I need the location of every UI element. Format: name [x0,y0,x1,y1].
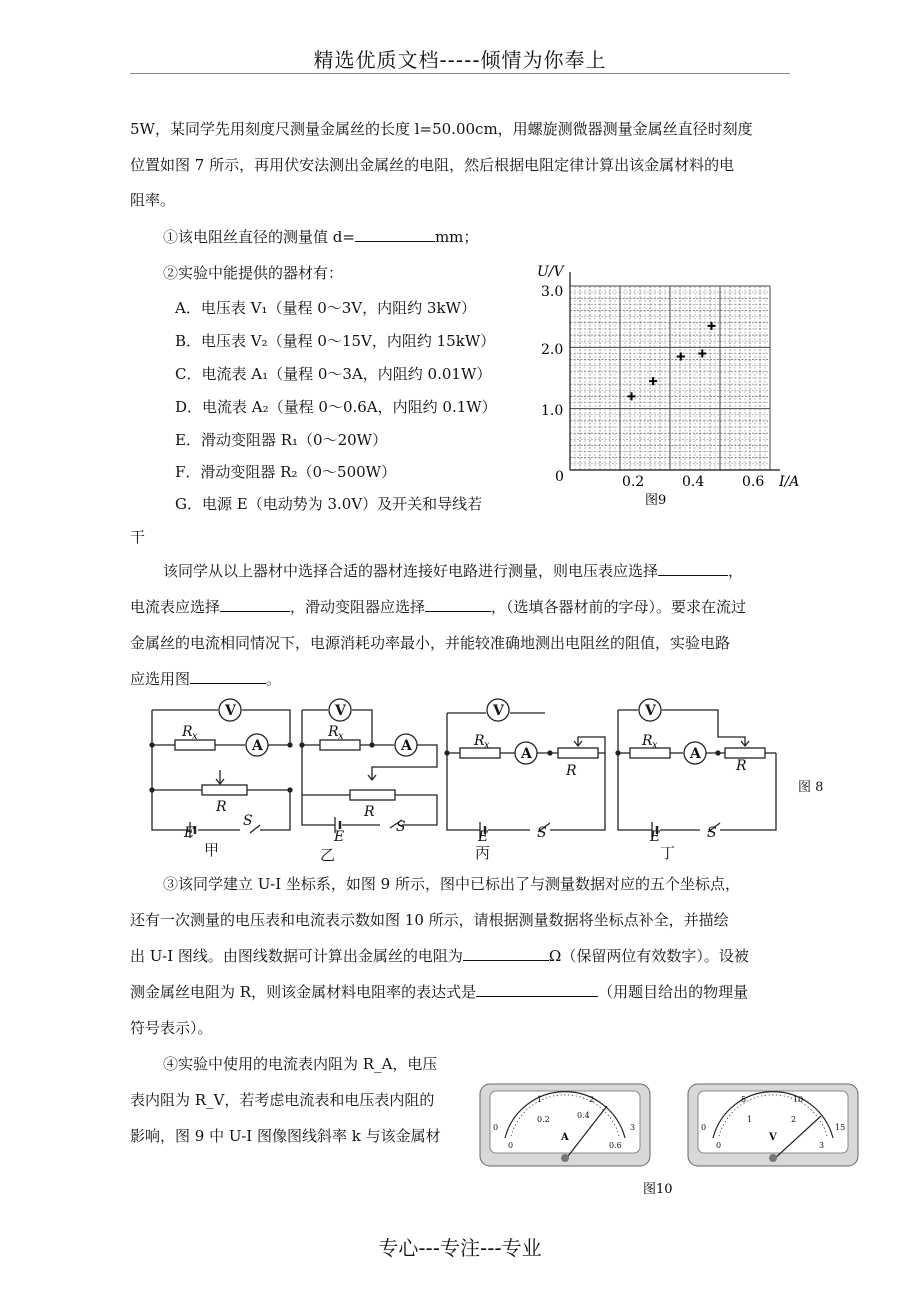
ammeter-outer-2: 2 [589,1095,595,1104]
q2-text-4a: 应选用图 [130,670,191,688]
ding-r-label: R [736,758,747,774]
voltmeter-outer-15: 15 [835,1123,846,1132]
voltmeter-dial [688,1084,858,1166]
circuit-label-yi: 乙 [320,846,336,864]
voltmeter-inner-3: 3 [819,1141,825,1150]
equipment-g-cont: 干 [130,528,146,546]
q2-text-1b: ， [728,562,744,580]
q2-text-1a: 该同学从以上器材中选择合适的器材连接好电路进行测量，则电压表应选择 [163,562,659,580]
figure-10-meters [475,1078,865,1202]
q2-line-3: 金属丝的电流相同情况下，电源消耗功率最小，并能较准确地测出电阻丝的阻值，实验电路 [130,634,731,652]
answer-blank-circuit[interactable] [190,669,266,684]
x-tick-04: 0.4 [682,474,705,490]
q1-prefix: ①该电阻丝直径的测量值 d= [163,228,355,246]
ammeter-dial [480,1084,650,1166]
q3-text-4b: （用题目给出的物理量 [598,983,749,1001]
q2-text-2a: 电流表应选择 [130,598,221,616]
bing-s-label: S [537,825,547,841]
intro-line-3: 阻率。 [130,191,176,209]
y-axis-label: U/V [537,264,564,280]
q3-line-2: 还有一次测量的电压表和电流表示数如图 10 所示，请根据测量数据将坐标点补全，并描绘 [130,911,729,929]
voltmeter-outer-5: 5 [741,1095,747,1104]
jia-ammeter-label: A [252,738,263,754]
question-1 [163,227,478,247]
voltmeter-inner-0: 0 [716,1141,722,1150]
answer-blank-ammeter[interactable] [220,597,290,612]
equipment-e: E．滑动变阻器 R₁（0～20W） [175,431,388,449]
q2-text-2c: ，（选填各器材前的字母）。要求在流过 [491,598,747,616]
voltmeter-outer-10: 10 [793,1095,804,1104]
yi-e-label: E [334,829,345,845]
figure-10-caption: 图10 [643,1182,673,1197]
ammeter-inner-02: 0.2 [537,1115,550,1124]
ammeter-symbol: A [561,1132,569,1143]
ammeter-outer-3: 3 [630,1123,636,1132]
equipment-c: C．电流表 A₁（量程 0～3A，内阻约 0.01W） [175,365,492,383]
equipment-d: D．电流表 A₂（量程 0～0.6A，内阻约 0.1W） [175,398,497,416]
yi-s-label: S [396,819,406,835]
circuit-ding [616,699,776,838]
page-header: 精选优质文档-----倾情为你奉上 [313,48,607,72]
q4-line-2: 表内阻为 R_V，若考虑电流表和电压表内阻的 [130,1091,435,1109]
yi-ammeter-label: A [401,738,412,754]
answer-blank-resistivity[interactable] [476,982,598,997]
bing-e-label: E [478,829,489,845]
ding-voltmeter-label: V [645,703,656,719]
ammeter-outer-0: 0 [493,1123,499,1132]
q2-line-4 [130,669,281,689]
chart-grid [570,272,780,470]
jia-rx-sub: x [192,731,198,742]
q3-line-4 [130,982,748,1002]
ammeter-inner-0: 0 [508,1141,514,1150]
page-footer: 专心---专注---专业 [378,1236,542,1260]
bing-rx-sub: x [484,740,490,751]
x-tick-06: 0.6 [742,474,765,490]
q3-line-5: 符号表示）。 [130,1019,213,1037]
voltmeter-inner-1: 1 [747,1115,753,1124]
x-tick-02: 0.2 [622,474,645,490]
origin-label: 0 [555,469,564,485]
chart-points [628,322,716,401]
circuit-label-jia: 甲 [204,841,220,859]
answer-blank-rheostat[interactable] [425,597,491,612]
q2-text-2b: ，滑动变阻器应选择 [290,598,426,616]
circuit-bing [445,699,605,838]
jia-voltmeter-label: V [225,703,236,719]
circuit-label-ding: 丁 [660,844,676,862]
yi-rx-sub: x [338,731,344,742]
q2-line-1 [163,561,743,581]
intro-line-2: 位置如图 7 所示，再用伏安法测出金属丝的电阻，然后根据电阻定律计算出该金属材料的电 [130,156,735,174]
equipment-b: B．电压表 V₂（量程 0～15V，内阻约 15kW） [175,332,496,350]
bing-voltmeter-label: V [493,703,504,719]
q2-line-2 [130,597,746,617]
ding-rx-label: R [642,733,653,749]
jia-rx-label: R [182,724,193,740]
q2-text-4b: 。 [266,670,282,688]
voltmeter-symbol: V [769,1132,777,1143]
figure-8-circuits [140,695,840,865]
q1-unit: mm； [434,228,479,246]
y-tick-2: 2.0 [541,342,564,358]
y-tick-1: 1.0 [541,403,564,419]
q3-text-3a: 出 U-I 图线。由图线数据可计算出金属丝的电阻为 [130,947,463,965]
jia-r-label: R [216,799,227,815]
yi-rx-label: R [328,724,339,740]
q3-text-3b: Ω（保留两位有效数字）。设被 [548,947,749,965]
voltmeter-outer-0: 0 [701,1123,707,1132]
q3-text-4a: 测金属丝电阻为 R，则该金属材料电阻率的表达式是 [130,983,477,1001]
bing-r-label: R [566,763,577,779]
answer-blank-resistance[interactable] [463,946,549,961]
figure-8-caption: 图 8 [798,780,824,795]
ammeter-inner-06: 0.6 [609,1141,622,1150]
yi-voltmeter-label: V [335,703,346,719]
equipment-g: G．电源 E（电动势为 3.0V）及开关和导线若 [175,495,483,513]
yi-r-label: R [364,804,375,820]
equipment-f: F．滑动变阻器 R₂（0～500W） [175,463,397,481]
q3-line-3 [130,946,749,966]
figure-9-caption: 图9 [645,493,667,508]
circuit-label-bing: 丙 [475,844,491,862]
answer-blank-diameter[interactable] [355,227,435,242]
q2-title: ②实验中能提供的器材有： [163,264,344,282]
header-rule [130,73,790,74]
ding-e-label: E [650,829,661,845]
ammeter-outer-1: 1 [537,1095,543,1104]
x-axis-label: I/A [779,474,800,490]
circuit-jia [150,699,292,838]
jia-e-label: E [184,825,195,841]
q4-line-3: 影响，图 9 中 U-I 图像图线斜率 k 与该金属材 [130,1127,441,1145]
q4-line-1: ④实验中使用的电流表内阻为 R_A，电压 [163,1055,438,1073]
intro-line-1: 5W，某同学先用刻度尺测量金属丝的长度 l=50.00cm，用螺旋测微器测量金属丝直径时刻度 [130,120,753,138]
bing-rx-label: R [474,733,485,749]
answer-blank-voltmeter[interactable] [658,561,728,576]
ding-s-label: S [707,825,717,841]
bing-ammeter-label: A [521,746,532,762]
data-point [628,392,636,400]
q3-line-1: ③该同学建立 U-I 坐标系，如图 9 所示，图中已标出了与测量数据对应的五个坐标点， [163,875,740,893]
ammeter-inner-04: 0.4 [577,1111,590,1120]
equipment-a: A．电压表 V₁（量程 0～3V，内阻约 3kW） [175,299,476,317]
ding-ammeter-label: A [690,746,701,762]
figure-9-chart [525,258,815,514]
ding-rx-sub: x [652,740,658,751]
jia-s-label: S [243,813,253,829]
y-tick-3: 3.0 [541,284,564,300]
voltmeter-inner-2: 2 [791,1115,797,1124]
